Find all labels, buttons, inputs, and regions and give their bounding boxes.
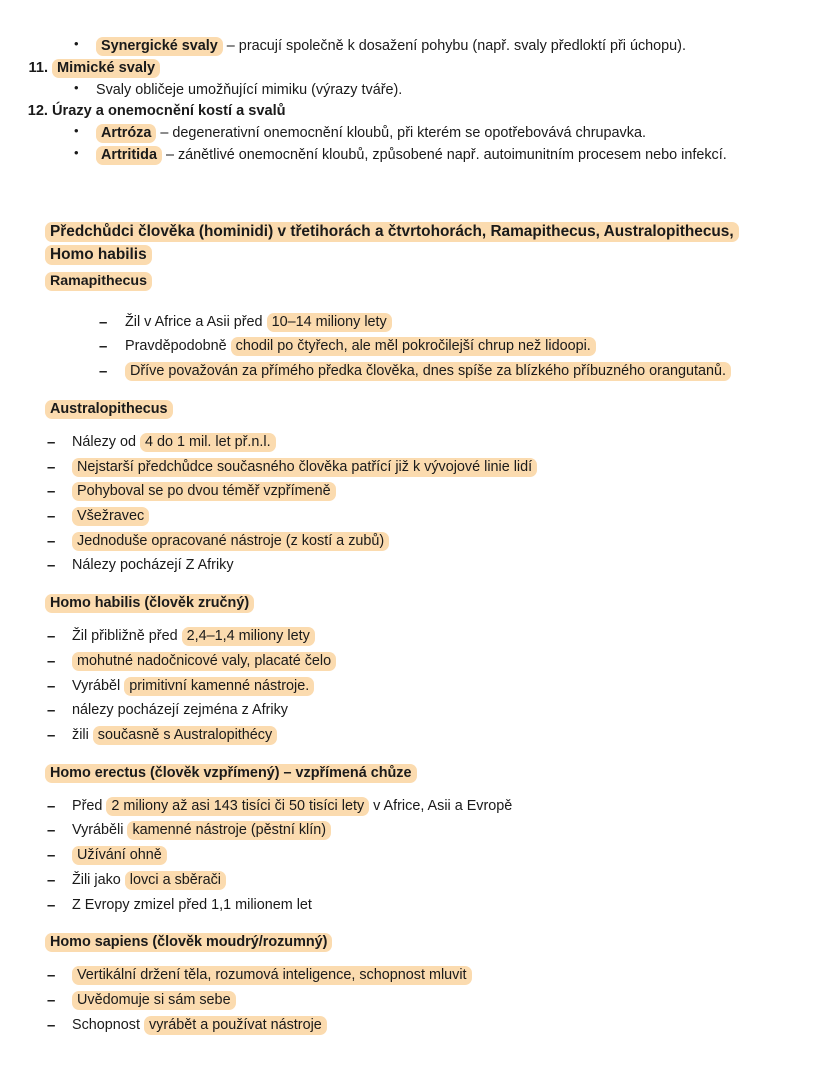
text-run-0: Žil v Africe a Asii před <box>125 313 267 330</box>
list-item-text <box>125 362 731 381</box>
list-item-text <box>125 313 392 332</box>
text-run-0: Úrazy a onemocnění kostí a svalů <box>52 103 286 120</box>
list-item-text <box>72 482 336 501</box>
dash-marker-icon: – <box>47 896 56 914</box>
dash-marker-icon: – <box>47 847 56 865</box>
text-run-0: Vertikální držení těla, rozumová inteligence, schopnost mluvit <box>72 966 472 985</box>
dash-marker-icon: – <box>47 702 56 720</box>
section-spacer <box>0 581 828 595</box>
text-run-0: Dříve považován za přímého předka člověka, dnes spíše za blízkého příbuzného orangutanů. <box>125 362 731 381</box>
list-item-text <box>72 821 331 840</box>
text-run-1: 4 do 1 mil. let př.n.l. <box>140 433 276 452</box>
list-item-text <box>72 458 537 477</box>
dash-marker-icon: – <box>47 628 56 646</box>
dash-list-item <box>0 652 828 671</box>
text-run-1: primitivní kamenné nástroje. <box>124 677 314 696</box>
text-run-0: Žil přibližně před <box>72 628 182 645</box>
list-item-text <box>72 797 512 816</box>
text-run-1: – degenerativní onemocnění kloubů, při kterém se opotřebovává chrupavka. <box>156 125 646 142</box>
dash-marker-icon: – <box>47 726 56 744</box>
list-number: 11. <box>28 59 48 76</box>
section-heading-ramapithecus <box>0 273 828 289</box>
dash-marker-icon: – <box>47 967 56 985</box>
text-run-1: 10–14 miliony lety <box>267 313 392 332</box>
list-item-text <box>72 1016 327 1035</box>
list-item-text <box>72 702 288 718</box>
text-run-0: Artróza <box>96 124 156 143</box>
dash-marker-icon: – <box>47 822 56 840</box>
dash-marker-icon: – <box>47 652 56 670</box>
list-item-text <box>72 627 315 646</box>
text-run-0: Uvědomuje si sám sebe <box>72 991 236 1010</box>
list-item-text <box>52 59 160 78</box>
muscles-section <box>0 37 828 165</box>
dash-list-item <box>0 556 828 575</box>
numbered-list-item <box>0 102 828 121</box>
bullet-marker-icon: • <box>74 123 79 139</box>
text-run-1: 2,4–1,4 miliony lety <box>182 627 315 646</box>
heading-gap <box>0 289 828 307</box>
dash-marker-icon: – <box>47 458 56 476</box>
dash-marker-icon: – <box>47 433 56 451</box>
section-heading-text: Ramapithecus <box>45 272 152 291</box>
section-gap-extra <box>0 202 828 220</box>
dash-list-item <box>0 627 828 646</box>
section-heading-text: Homo habilis (člověk zručný) <box>45 594 254 613</box>
list-item-text <box>96 146 727 165</box>
text-run-1: kamenné nástroje (pěstní klín) <box>127 821 331 840</box>
list-item-text <box>72 897 312 913</box>
dash-list-item <box>0 797 828 816</box>
dash-list-item <box>0 871 828 890</box>
bullet-marker-icon: • <box>74 79 79 95</box>
text-run-1: 2 miliony až asi 143 tisíci či 50 tisíci lety <box>106 797 369 816</box>
dash-list-item <box>0 458 828 477</box>
page-title-line-1: Předchůdci člověka (hominidi) v třetihorách a čtvrtohorách, Ramapithecus, Australopithecus, <box>45 222 739 242</box>
list-item-text <box>72 433 276 452</box>
section-spacer <box>0 387 828 401</box>
list-item-text <box>52 102 286 121</box>
text-run-0: Nejstarší předchůdce současného člověka patřící již k vývojové linie lidí <box>72 458 537 477</box>
dash-list-item <box>0 337 828 356</box>
dash-list-item <box>0 677 828 696</box>
dash-list-item <box>0 701 828 720</box>
text-run-0: Mimické svaly <box>52 59 160 78</box>
list-item-text <box>72 966 472 985</box>
text-run-0: Žili jako <box>72 871 125 888</box>
section-heading-text: Australopithecus <box>45 400 173 419</box>
text-run-0: Užívání ohně <box>72 846 167 865</box>
text-run-0: Z Evropy zmizel před 1,1 milionem let <box>72 896 312 913</box>
list-item-text <box>72 726 277 745</box>
section-heading-australopithecus <box>0 401 828 417</box>
text-run-0: žili <box>72 726 93 743</box>
dash-marker-icon: – <box>47 557 56 575</box>
text-run-1: – zánětlivé onemocnění kloubů, způsobené např. autoimunitním procesem nebo infekcí. <box>161 147 727 164</box>
text-run-0: Nálezy od <box>72 433 140 450</box>
list-item-text <box>96 82 402 98</box>
section-gap <box>0 168 828 202</box>
text-run-0: Před <box>72 797 107 814</box>
dash-marker-icon: – <box>47 532 56 550</box>
dash-list-item <box>0 726 828 745</box>
dash-marker-icon: – <box>47 677 56 695</box>
text-run-0: Synergické svaly <box>96 37 223 56</box>
bullet-list-item <box>0 146 828 165</box>
dash-list-item <box>0 896 828 915</box>
dash-marker-icon: – <box>99 363 108 381</box>
section-heading-homo-sapiens <box>0 934 828 950</box>
section-heading-homo-habilis <box>0 595 828 611</box>
dash-marker-icon: – <box>47 1016 56 1034</box>
page-title-line-2: Homo habilis <box>45 245 152 265</box>
section-heading-text: Homo sapiens (člověk moudrý/rozumný) <box>45 933 332 952</box>
dash-list-item <box>0 966 828 985</box>
dash-list-item <box>0 507 828 526</box>
dash-marker-icon: – <box>47 507 56 525</box>
section-heading-text: Homo erectus (člověk vzpřímený) – vzpřímená chůze <box>45 764 417 783</box>
section-heading-homo-erectus <box>0 765 828 781</box>
list-item-text <box>72 677 314 696</box>
dash-list-item <box>0 313 828 332</box>
text-run-0: Vyráběli <box>72 822 128 839</box>
list-item-text <box>72 652 336 671</box>
dash-list-item <box>0 362 828 381</box>
list-item-text <box>96 37 686 56</box>
dash-list-item <box>0 1016 828 1035</box>
dash-marker-icon: – <box>47 797 56 815</box>
text-run-0: Vyráběl <box>72 677 125 694</box>
section-spacer <box>0 920 828 934</box>
dash-list-item <box>0 433 828 452</box>
text-run-1: – pracují společně k dosažení pohybu (např. svaly předloktí při úchopu). <box>222 38 686 54</box>
text-run-1: chodil po čtyřech, ale měl pokročilejší chrup než lidoopi. <box>231 337 596 356</box>
dash-list-item <box>0 846 828 865</box>
list-item-text <box>96 124 646 143</box>
list-item-text <box>72 557 234 573</box>
text-run-1: vyrábět a používat nástroje <box>144 1016 327 1035</box>
text-run-0: Nálezy pocházejí Z Afriky <box>72 557 234 574</box>
section-spacer <box>0 1040 828 1054</box>
top-margin <box>0 0 828 34</box>
text-run-0: Schopnost <box>72 1016 145 1033</box>
list-item-text <box>125 337 596 356</box>
dash-list-item <box>0 482 828 501</box>
dash-marker-icon: – <box>99 313 108 331</box>
bullet-list-item <box>0 124 828 143</box>
page-title <box>0 220 828 267</box>
list-item-text <box>72 507 149 526</box>
list-item-text <box>72 532 389 551</box>
dash-list-item <box>0 532 828 551</box>
text-run-2: v Africe, Asii a Evropě <box>369 797 513 814</box>
text-run-0: Svaly obličeje umožňující mimiku (výrazy tváře). <box>96 81 403 98</box>
bullet-list-item <box>0 37 828 56</box>
list-item-text <box>72 846 167 865</box>
text-run-0: Artritida <box>96 146 162 165</box>
text-run-0: mohutné nadočnicové valy, placaté čelo <box>72 652 336 671</box>
text-run-0: Všežravec <box>72 507 149 526</box>
dash-marker-icon: – <box>47 992 56 1009</box>
bullet-list-item <box>0 81 828 100</box>
section-spacer <box>0 751 828 765</box>
text-run-0: nálezy pocházejí zejména z Afriky <box>72 702 288 719</box>
text-run-0: Jednoduše opracované nástroje (z kostí a zubů) <box>72 532 389 551</box>
hominid-sections <box>0 273 828 1055</box>
list-number: 12. <box>27 103 48 120</box>
dash-list-item <box>0 821 828 840</box>
dash-marker-icon: – <box>99 338 108 356</box>
text-run-1: současně s Australopithécy <box>93 726 277 745</box>
text-run-0: Pohyboval se po dvou téměř vzpřímeně <box>72 482 336 501</box>
list-item-text <box>72 991 236 1010</box>
dash-list-item <box>0 991 828 1010</box>
bullet-marker-icon: • <box>74 145 79 161</box>
text-run-0: Pravděpodobně <box>125 338 231 355</box>
bullet-marker-icon: • <box>74 36 79 51</box>
numbered-list-item <box>0 59 828 78</box>
dash-marker-icon: – <box>47 483 56 501</box>
text-run-1: lovci a sběrači <box>125 871 226 890</box>
dash-marker-icon: – <box>47 871 56 889</box>
list-item-text <box>72 871 226 890</box>
